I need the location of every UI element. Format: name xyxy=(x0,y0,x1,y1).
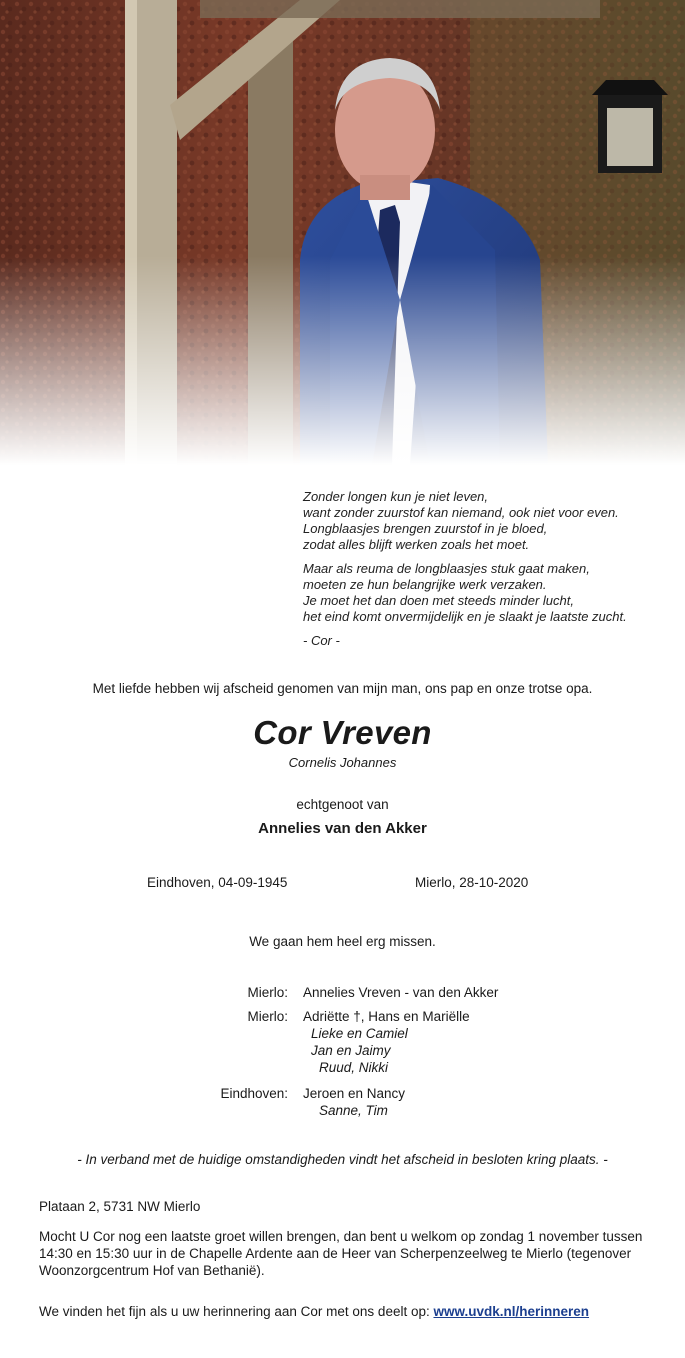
poem-signature: - Cor - xyxy=(303,633,340,648)
family-place: Mierlo: xyxy=(247,1009,288,1024)
share-text: We vinden het fijn als u uw herinnering aan Cor met ons deelt op: xyxy=(39,1304,434,1319)
family-place: Mierlo: xyxy=(247,985,288,1000)
family-row xyxy=(0,1086,685,1103)
grandchildren: Lieke en Camiel xyxy=(311,1026,408,1041)
family-names: Annelies Vreven - van den Akker xyxy=(303,985,499,1000)
poem-line: want zonder zuurstof kan niemand, ook niet voor even. xyxy=(303,505,619,520)
poem-line: zodat alles blijft werken zoals het moet. xyxy=(303,537,530,552)
address: Plataan 2, 5731 NW Mierlo xyxy=(39,1199,201,1214)
portrait-photo xyxy=(0,0,685,465)
miss-text: We gaan hem heel erg missen. xyxy=(249,934,436,949)
share-memory xyxy=(39,1304,589,1319)
poem-line: moeten ze hun belangrijke werk verzaken. xyxy=(303,577,547,592)
poem-line: het eind komt onvermijdelijk en je slaakt je laatste zucht. xyxy=(303,609,627,624)
family-row xyxy=(0,1009,685,1026)
deceased-given-names: Cornelis Johannes xyxy=(288,755,397,770)
poem-line: Maar als reuma de longblaasjes stuk gaat maken, xyxy=(303,561,590,576)
private-ceremony-notice: - In verband met de huidige omstandigheden vindt het afscheid in besloten kring plaats. - xyxy=(77,1152,608,1167)
poem xyxy=(303,489,675,649)
family-sub-row xyxy=(0,1103,685,1120)
grandchildren: Jan en Jaimy xyxy=(311,1043,391,1058)
poem-line: Zonder longen kun je niet leven, xyxy=(303,489,489,504)
poem-stanza-2 xyxy=(303,561,675,625)
poem-line: Longblaasjes brengen zuurstof in je bloed, xyxy=(303,521,548,536)
intro-text: Met liefde hebben wij afscheid genomen van mijn man, ons pap en onze trotse opa. xyxy=(92,681,593,696)
poem-stanza-1 xyxy=(303,489,675,553)
death-date: Mierlo, 28-10-2020 xyxy=(415,875,529,890)
grandchildren: Ruud, Nikki xyxy=(319,1060,389,1075)
family-sub-row xyxy=(0,1026,685,1043)
deceased-name: Cor Vreven xyxy=(253,714,432,751)
family-row xyxy=(0,985,685,1002)
birth-date: Eindhoven, 04-09-1945 xyxy=(147,875,288,890)
family-names: Jeroen en Nancy xyxy=(303,1086,406,1101)
family-place: Eindhoven: xyxy=(220,1086,288,1101)
family-list xyxy=(0,985,685,1118)
family-sub-row xyxy=(0,1043,685,1060)
portrait-photo-illustration xyxy=(0,0,685,465)
memories-link[interactable]: www.uvdk.nl/herinneren xyxy=(433,1304,590,1319)
family-names: Adriëtte †, Hans en Mariëlle xyxy=(303,1009,470,1024)
family-sub-row xyxy=(0,1060,685,1077)
spouse-label: echtgenoot van xyxy=(296,797,389,812)
grandchildren: Sanne, Tim xyxy=(319,1103,388,1118)
spouse-name: Annelies van den Akker xyxy=(258,820,427,837)
poem-line: Je moet het dan doen met steeds minder lucht, xyxy=(303,593,574,608)
visit-text: Mocht U Cor nog een laatste groet willen brengen, dan bent u welkom op zondag 1 november tussen 14:30 en 15:30 uur in de Chapelle Ardente aan de Heer van Scherpenzeelweg te Mierlo (tegenover Woonzorgcentrum Hof van Bethanië). xyxy=(39,1229,643,1278)
